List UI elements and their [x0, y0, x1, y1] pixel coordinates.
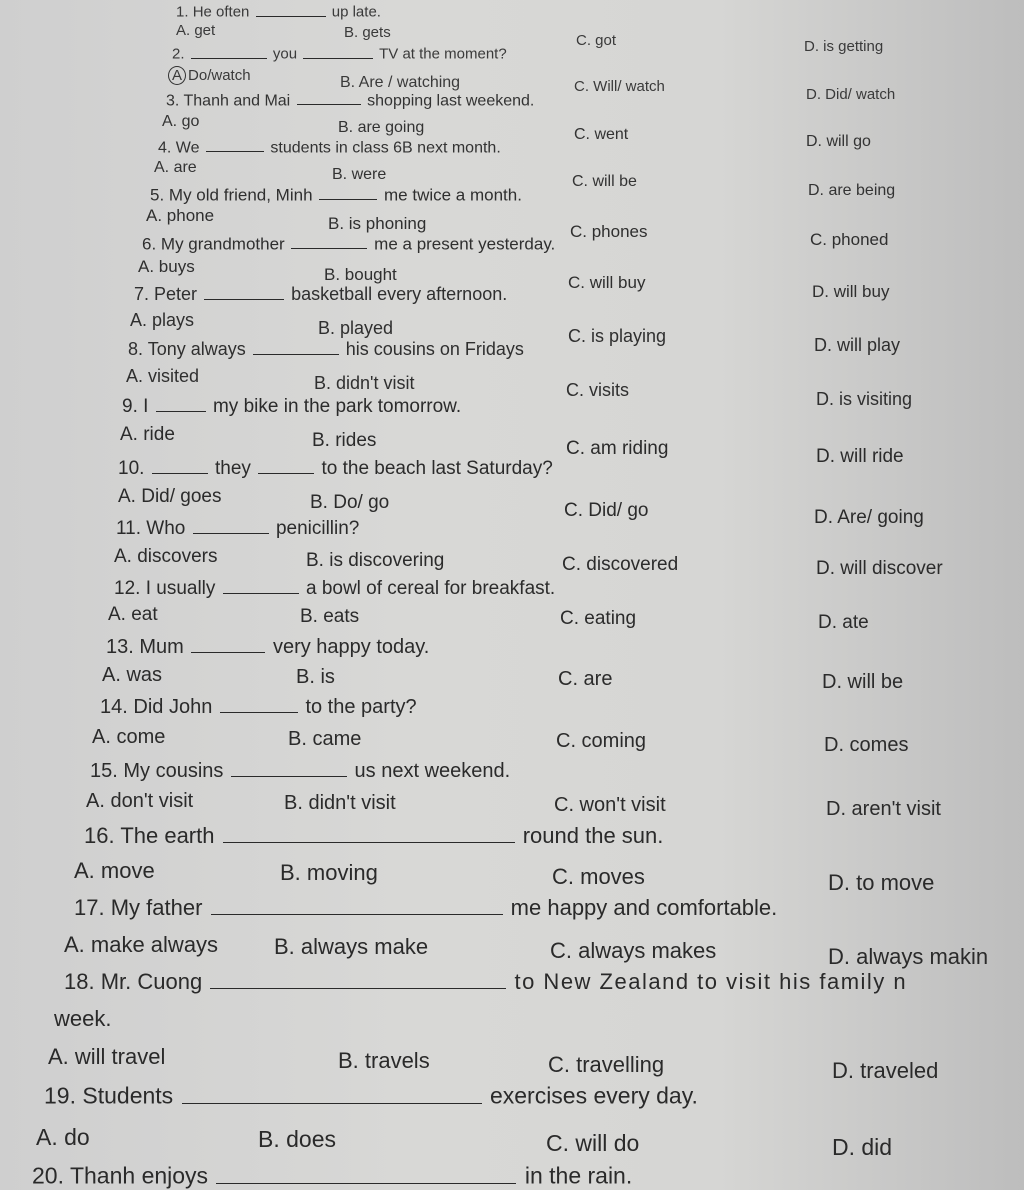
stem-text: my bike in the park tomorrow. — [212, 396, 462, 418]
question-stem — [114, 576, 555, 600]
stem-text: The earth — [120, 822, 215, 848]
answer-blank[interactable] — [223, 822, 515, 843]
question-stem — [176, 2, 381, 21]
question-number: 5. — [150, 185, 165, 205]
answer-blank[interactable] — [204, 283, 284, 300]
answer-blank[interactable] — [191, 634, 265, 653]
option-c[interactable]: C. will do — [546, 1130, 640, 1156]
stem-text: Did John — [133, 696, 213, 718]
option-c[interactable]: C. eating — [560, 608, 637, 629]
stem-text: exercises every day. — [489, 1082, 698, 1109]
option-b[interactable]: B. rides — [312, 430, 377, 451]
question-stem — [74, 894, 777, 921]
question-stem — [100, 694, 417, 719]
stem-text: TV at the moment? — [379, 45, 507, 63]
question-number: 16. — [84, 822, 115, 848]
option-b[interactable]: B. Are / watching — [340, 74, 461, 91]
question-number: 19. — [44, 1082, 76, 1109]
answer-blank[interactable] — [206, 137, 264, 152]
option-d[interactable]: D. ate — [818, 612, 869, 633]
stem-text: students in class 6B next month. — [270, 139, 501, 157]
option-b[interactable]: B. played — [318, 318, 394, 338]
option-a[interactable]: A. go — [162, 113, 200, 130]
stem-text: Who — [146, 518, 186, 540]
stem-continuation: week. — [54, 1006, 112, 1031]
option-c[interactable]: C. are — [558, 668, 613, 690]
question-stem — [106, 634, 429, 659]
stem-text: in the rain. — [524, 1162, 633, 1189]
option-d[interactable]: D. is getting — [804, 38, 884, 55]
stem-text: Thanh enjoys — [69, 1162, 209, 1189]
question-stem — [90, 758, 510, 783]
option-a[interactable]: A. are — [154, 159, 197, 176]
option-b[interactable]: B. gets — [344, 24, 391, 41]
question-stem — [118, 456, 553, 480]
stem-text: to the beach last Saturday? — [321, 458, 553, 480]
answer-blank[interactable] — [223, 576, 299, 594]
option-text: Do/watch — [188, 67, 251, 84]
stem-text: to New Zealand to visit his family n — [514, 968, 908, 994]
answer-blank[interactable] — [216, 1162, 516, 1184]
option-d[interactable]: D. traveled — [832, 1058, 939, 1083]
stem-text: a bowl of cereal for breakfast. — [305, 578, 556, 600]
answer-blank[interactable] — [152, 456, 208, 474]
question-number: 7. — [134, 284, 150, 305]
option-d[interactable]: D. comes — [824, 734, 909, 756]
option-a[interactable]: A. discovers — [114, 546, 218, 567]
stem-text: My grandmother — [160, 234, 285, 254]
option-d[interactable]: D. aren't visit — [826, 798, 941, 820]
option-b[interactable]: B. is discovering — [306, 550, 445, 571]
stem-text: Mum — [139, 636, 184, 658]
answer-blank[interactable] — [319, 184, 377, 200]
option-a[interactable]: A. move — [74, 858, 155, 883]
option-c[interactable]: C. Will/ watch — [574, 78, 665, 95]
question-stem — [44, 1082, 698, 1110]
question-stem — [32, 1162, 632, 1190]
question-stem — [128, 338, 524, 360]
question-number: 9. — [122, 396, 138, 418]
question-number: 20. — [32, 1162, 64, 1189]
option-a[interactable]: A. get — [176, 22, 216, 39]
question-stem — [116, 516, 359, 540]
question-number: 17. — [74, 894, 105, 920]
stem-text: round the sun. — [522, 822, 664, 848]
question-stem — [84, 822, 663, 849]
option-b[interactable]: B. Do/ go — [310, 492, 390, 513]
option-d[interactable]: C. phoned — [810, 230, 889, 249]
option-d[interactable]: D. did — [832, 1134, 893, 1160]
option-a[interactable]: A. ride — [120, 424, 175, 445]
answer-blank[interactable] — [231, 758, 347, 777]
option-d[interactable]: D. Did/ watch — [806, 86, 896, 103]
answer-blank[interactable] — [256, 2, 326, 17]
option-a[interactable]: A. eat — [108, 604, 158, 625]
option-c[interactable]: C. travelling — [548, 1052, 665, 1077]
option-b[interactable]: B. eats — [300, 606, 360, 627]
answer-blank[interactable] — [210, 968, 506, 989]
question-stem — [142, 233, 555, 254]
stem-text: I — [143, 396, 149, 418]
option-b[interactable]: B. are going — [338, 119, 425, 136]
option-a[interactable]: A. Did/ goes — [118, 486, 222, 507]
stem-text: his cousins on Fridays — [345, 339, 524, 360]
option-a[interactable]: A. was — [102, 664, 163, 686]
option-a[interactable]: A. do — [36, 1124, 90, 1150]
option-c[interactable]: C. discovered — [562, 554, 679, 575]
answer-blank[interactable] — [220, 694, 298, 713]
option-d[interactable]: D. Are/ going — [814, 507, 924, 528]
stem-text: We — [175, 139, 200, 157]
option-d[interactable]: D. will go — [806, 133, 871, 150]
option-a[interactable]: A. phone — [146, 206, 215, 225]
stem-text: me a present yesterday. — [374, 234, 556, 254]
option-d[interactable]: D. is visiting — [816, 389, 913, 409]
stem-text: Peter — [154, 284, 198, 305]
question-stem — [158, 137, 501, 157]
stem-text: My father — [110, 894, 203, 920]
answer-blank[interactable] — [303, 44, 373, 59]
option-c[interactable]: C. went — [574, 126, 629, 143]
option-b[interactable]: B. is phoning — [328, 214, 427, 233]
option-b[interactable]: B. didn't visit — [314, 373, 415, 393]
question-number: 14. — [100, 696, 128, 718]
stem-text: me happy and comfortable. — [510, 894, 778, 920]
question-number: 2. — [172, 45, 185, 63]
answer-blank[interactable] — [291, 233, 367, 249]
option-b[interactable]: B. were — [332, 166, 387, 183]
option-c[interactable]: C. moves — [552, 864, 645, 889]
option-c[interactable]: C. is playing — [568, 326, 667, 346]
option-d[interactable]: D. will buy — [812, 282, 890, 301]
option-b[interactable]: B. is — [296, 666, 335, 688]
stem-text: basketball every afternoon. — [291, 284, 508, 305]
question-number: 8. — [128, 339, 144, 360]
question-stem — [172, 44, 507, 63]
answer-blank[interactable] — [258, 456, 314, 474]
question-number: 18. — [64, 968, 95, 994]
question-stem — [166, 90, 534, 110]
stem-text: Thanh and Mai — [183, 92, 291, 110]
question-stem — [64, 968, 907, 995]
option-d[interactable]: D. will be — [822, 671, 904, 693]
option-b[interactable]: B. didn't visit — [284, 792, 396, 814]
question-number: 1. — [176, 3, 189, 21]
option-a[interactable]: A. visited — [126, 366, 200, 386]
option-b[interactable]: B. does — [258, 1126, 336, 1152]
option-a[interactable]: A. will travel — [48, 1044, 166, 1069]
option-a[interactable]: A. plays — [130, 310, 195, 330]
answer-blank[interactable] — [191, 44, 267, 59]
option-b[interactable]: B. always make — [274, 934, 429, 959]
option-c[interactable]: C. coming — [556, 730, 647, 752]
question-number: 3. — [166, 92, 180, 110]
stem-text: Students — [82, 1082, 174, 1109]
option-c[interactable]: C. will be — [572, 173, 637, 190]
question-stem — [150, 184, 522, 205]
option-a[interactable]: A. come — [92, 726, 166, 748]
option-d[interactable]: D. will ride — [816, 446, 904, 467]
stem-text: penicillin? — [275, 518, 360, 540]
option-c[interactable]: C. phones — [570, 222, 648, 241]
stem-text: My cousins — [123, 760, 224, 782]
option-a[interactable] — [168, 66, 251, 85]
question-number: 15. — [90, 760, 118, 782]
option-b[interactable]: B. travels — [338, 1048, 430, 1073]
question-number: 6. — [142, 234, 157, 254]
stem-text: us next weekend. — [354, 760, 511, 782]
option-a[interactable]: A. make always — [64, 932, 219, 957]
question-stem — [122, 394, 461, 418]
answer-blank[interactable] — [193, 516, 269, 534]
stem-text: me twice a month. — [384, 185, 522, 205]
question-number: 11. — [116, 518, 142, 540]
answer-blank[interactable] — [211, 894, 503, 915]
stem-text: very happy today. — [272, 636, 430, 658]
option-d[interactable]: D. will play — [814, 335, 901, 355]
question-number: 13. — [106, 636, 134, 658]
stem-text: to the party? — [305, 696, 417, 718]
option-b[interactable]: B. came — [288, 728, 362, 750]
option-c[interactable]: C. visits — [566, 380, 629, 400]
question-number: 12. — [114, 578, 141, 600]
option-a[interactable]: A. don't visit — [86, 790, 194, 812]
option-b[interactable]: B. moving — [280, 860, 378, 885]
stem-text: they — [214, 458, 251, 480]
stem-text: shopping last weekend. — [367, 92, 535, 110]
option-c[interactable]: C. won't visit — [554, 794, 666, 816]
selected-answer-mark: A — [168, 66, 186, 85]
question-number: 4. — [158, 139, 172, 157]
stem-text: Tony always — [147, 339, 246, 360]
option-c[interactable]: C. got — [576, 32, 617, 49]
option-b[interactable]: B. bought — [324, 265, 397, 284]
option-d[interactable]: D. to move — [828, 870, 935, 895]
option-a[interactable]: A. buys — [138, 257, 195, 276]
stem-text: My old friend, Minh — [168, 185, 313, 205]
option-d[interactable]: D. are being — [808, 182, 896, 199]
question-stem — [134, 283, 507, 305]
option-d[interactable]: D. will discover — [816, 558, 943, 579]
stem-text: He often — [192, 3, 250, 21]
answer-blank[interactable] — [253, 338, 339, 355]
option-c[interactable]: C. always makes — [550, 938, 717, 963]
option-c[interactable]: C. am riding — [566, 438, 669, 459]
answer-blank[interactable] — [156, 394, 206, 412]
answer-blank[interactable] — [182, 1082, 482, 1104]
option-d[interactable]: D. always makin — [828, 944, 989, 969]
stem-text: you — [272, 45, 298, 63]
option-c[interactable]: C. will buy — [568, 273, 646, 292]
answer-blank[interactable] — [297, 90, 361, 105]
stem-text: up late. — [331, 3, 381, 21]
option-c[interactable]: C. Did/ go — [564, 500, 649, 521]
stem-text: Mr. Cuong — [100, 968, 203, 994]
question-number: 10. — [118, 458, 145, 480]
stem-text: I usually — [145, 578, 216, 600]
